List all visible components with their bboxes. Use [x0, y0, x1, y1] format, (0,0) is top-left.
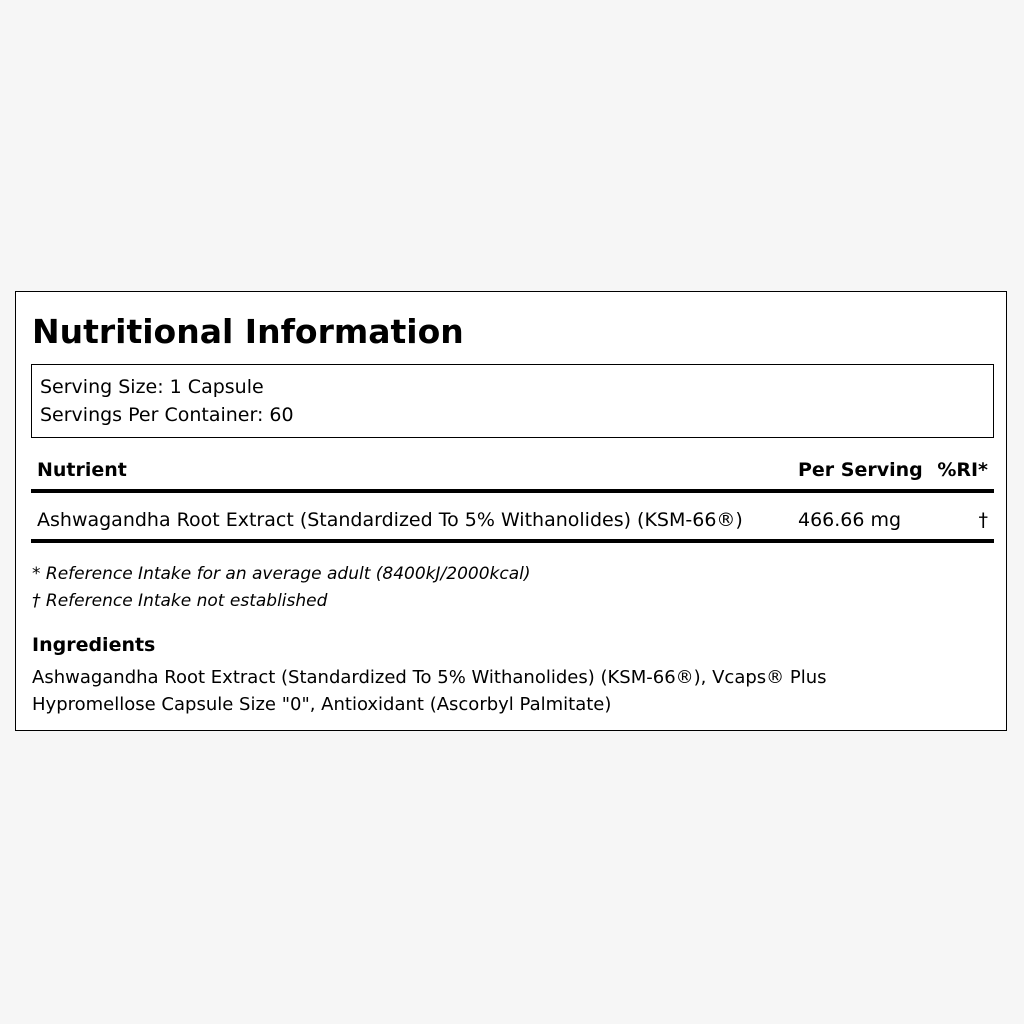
- row-nutrient: Ashwagandha Root Extract (Standardized To 5% Withanolides) (KSM-66®): [37, 509, 743, 531]
- table-rule-top: [31, 489, 994, 493]
- table-row: [31, 505, 994, 535]
- footnote-not-established: † Reference Intake not established: [32, 591, 328, 611]
- servings-per-container: Servings Per Container: 60: [40, 404, 294, 426]
- header-ri: %RI*: [937, 459, 988, 481]
- ingredients-heading: Ingredients: [32, 634, 156, 656]
- row-per-serving: 466.66 mg: [798, 509, 902, 531]
- panel-title: Nutritional Information: [32, 312, 464, 351]
- serving-size: Serving Size: 1 Capsule: [40, 376, 264, 398]
- footnotes: [32, 561, 531, 615]
- table-header-row: [31, 455, 994, 485]
- header-per-serving: Per Serving: [798, 459, 923, 481]
- row-ri: †: [978, 509, 988, 531]
- table-rule-bottom: [31, 539, 994, 543]
- serving-info-box: [31, 364, 994, 438]
- footnote-reference-intake: * Reference Intake for an average adult (8400kJ/2000kcal): [32, 564, 531, 584]
- nutrition-label-panel: [15, 291, 1007, 731]
- header-nutrient: Nutrient: [37, 459, 127, 481]
- ingredients-text: Ashwagandha Root Extract (Standardized To 5% Withanolides) (KSM-66®), Vcaps® Plus Hypromellose Capsule Size "0", Antioxidant (Ascorbyl Palmitate): [32, 667, 827, 715]
